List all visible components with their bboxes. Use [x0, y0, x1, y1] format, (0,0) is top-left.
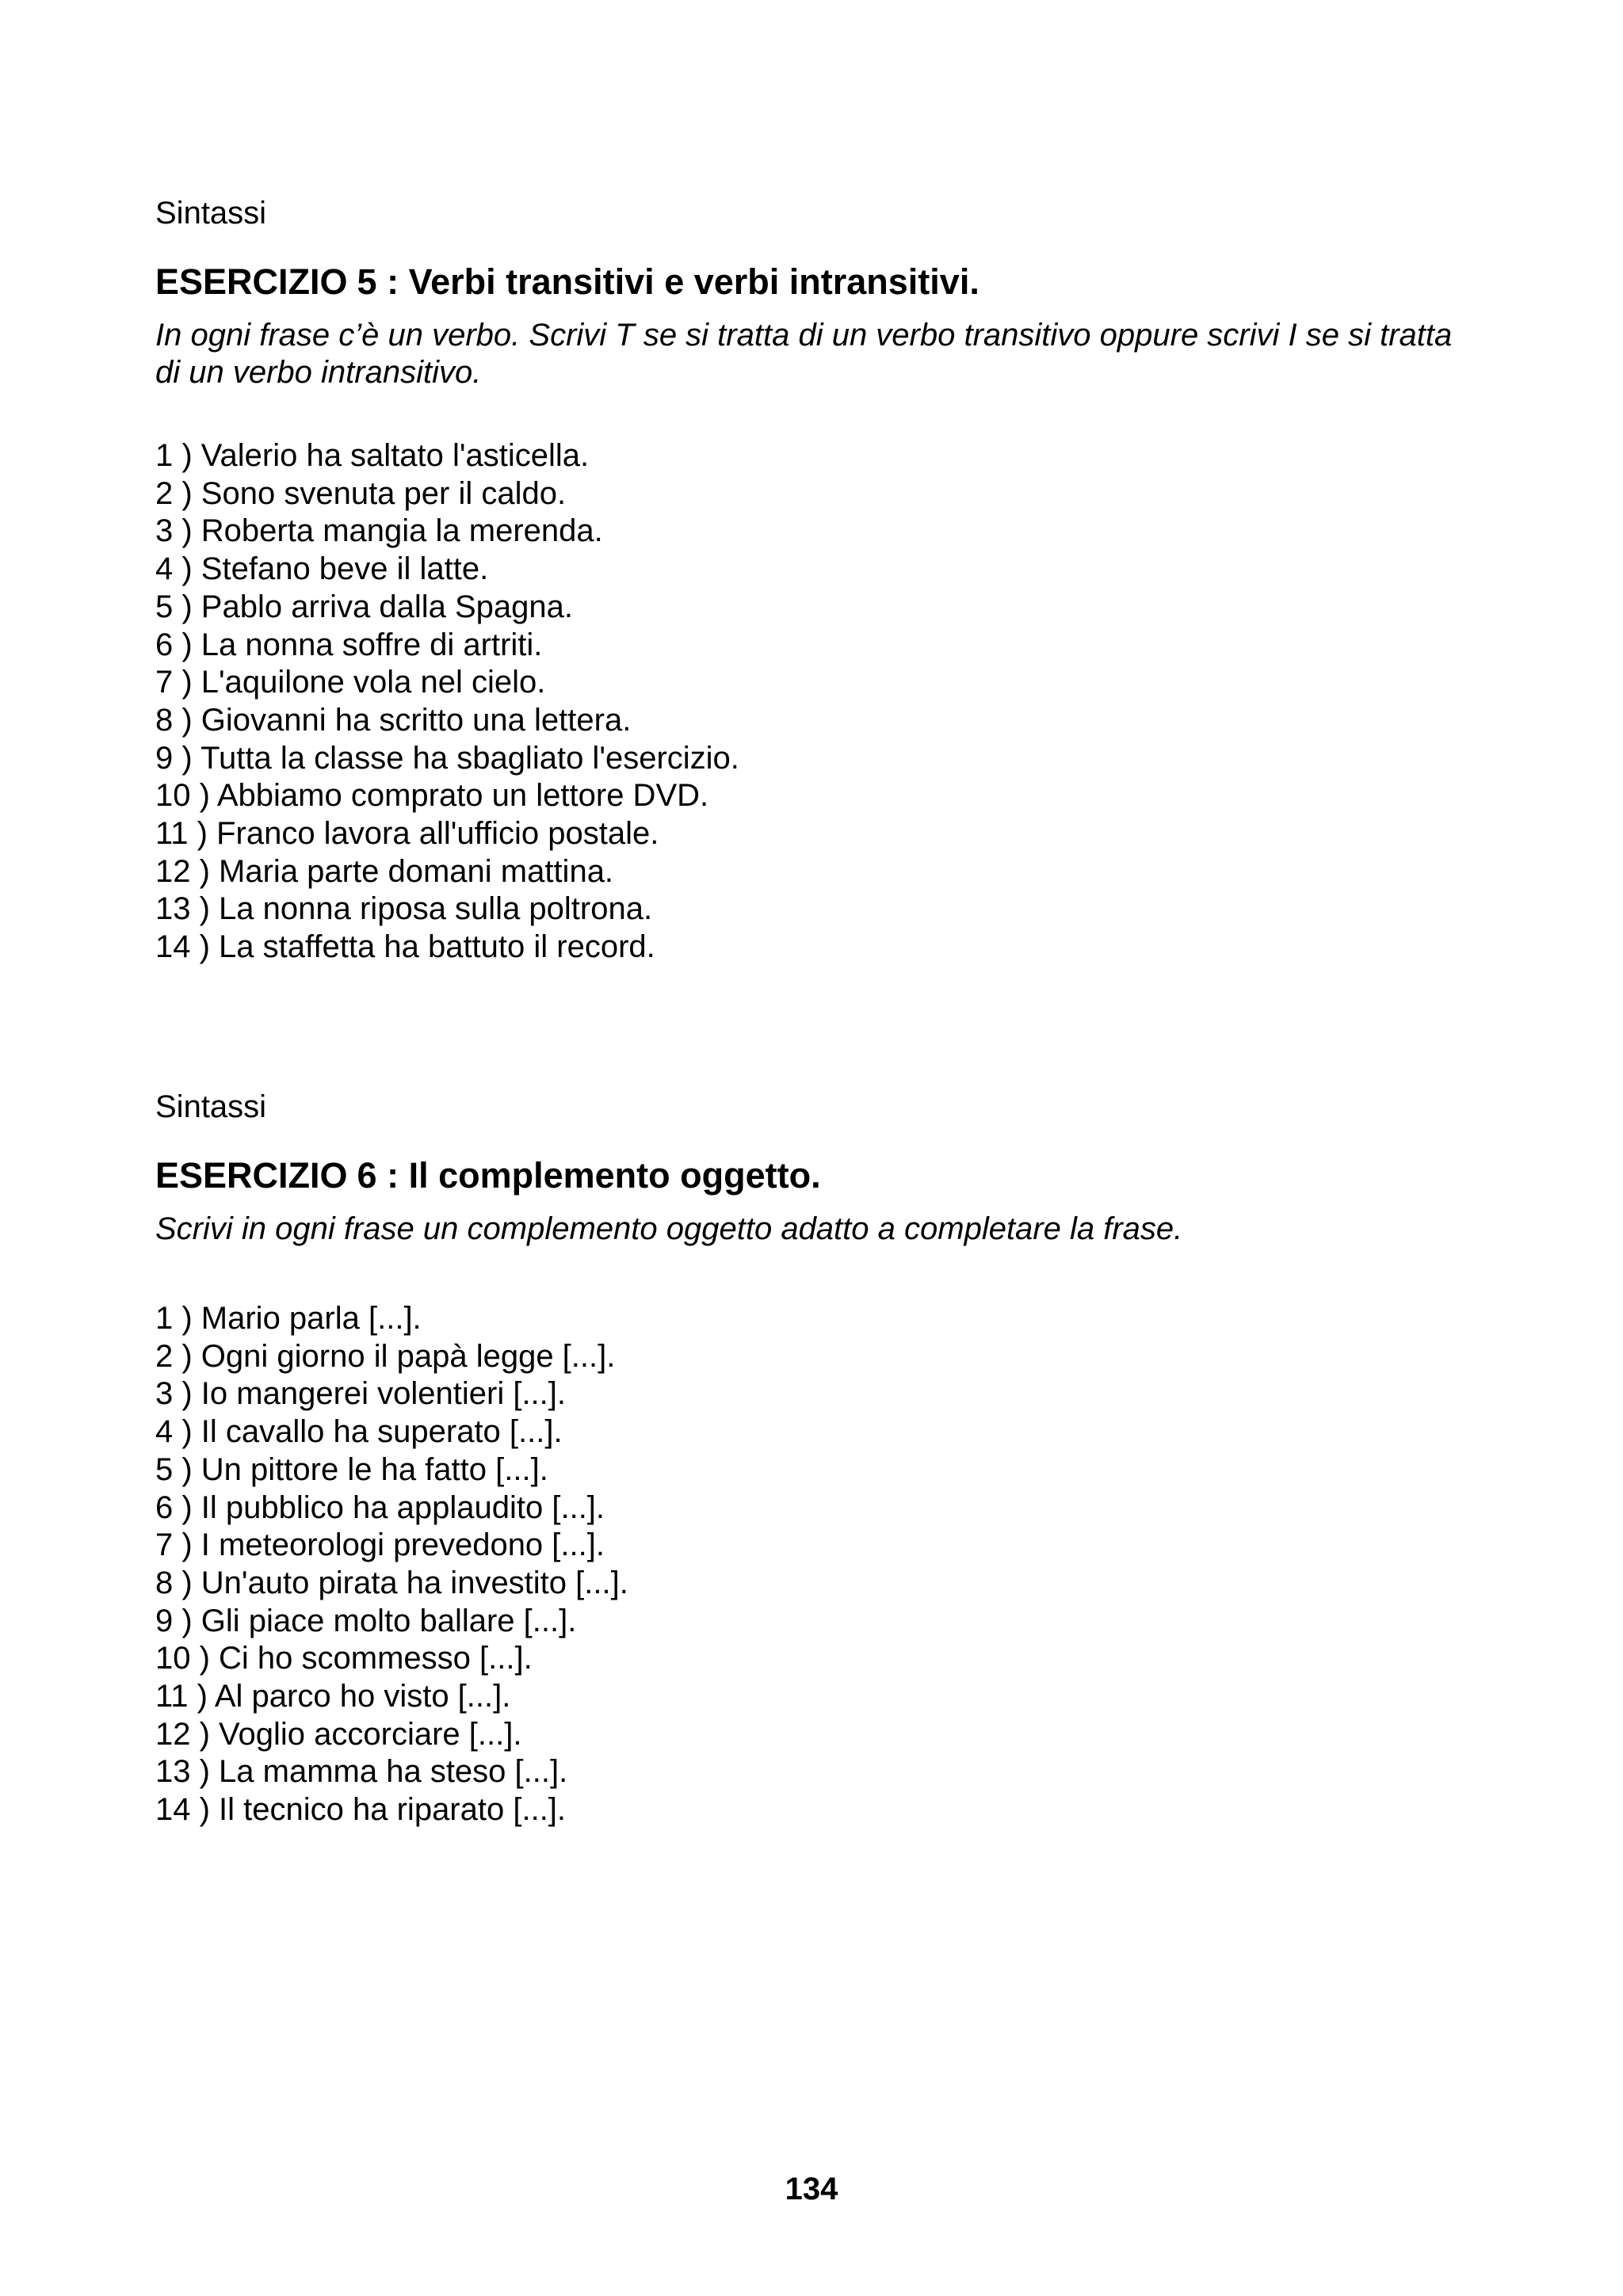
page-number: 134 [785, 2172, 838, 2206]
sentence-item: 4 ) Stefano beve il latte. [155, 551, 489, 587]
sentence-item: 3 ) Roberta mangia la merenda. [155, 513, 603, 549]
sentence-item: 9 ) Tutta la classe ha sbagliato l'esercizio. [155, 740, 739, 776]
exercise-instruction: Scrivi in ogni frase un complemento oggetto adatto a completare la frase. [155, 1211, 1183, 1246]
sentence-item: 5 ) Pablo arriva dalla Spagna. [155, 589, 573, 624]
sentence-item: 8 ) Giovanni ha scritto una lettera. [155, 702, 632, 738]
exercise-instruction: In ogni frase c’è un verbo. Scrivi T se si tratta di un verbo transitivo oppure scrivi I se si tratta di un verbo intransitivo. [155, 318, 1453, 390]
sentence-item: 14 ) Il tecnico ha riparato [...]. [155, 1792, 567, 1828]
exercise-title-prefix: ESERCIZIO [155, 1155, 348, 1196]
exercise-6 [155, 1089, 1503, 1829]
exercise-title-text: 6 : Il complemento oggetto. [357, 1155, 821, 1196]
sentence-item: 13 ) La mamma ha steso [...]. [155, 1754, 568, 1790]
exercise-5 [155, 195, 1503, 967]
exercise-title [155, 261, 1503, 303]
sentence-item: 3 ) Io mangerei volentieri [...]. [155, 1376, 567, 1412]
sentence-item: 7 ) L'aquilone vola nel cielo. [155, 665, 546, 700]
sentence-item: 10 ) Ci ho scommesso [...]. [155, 1641, 533, 1676]
sentence-item: 12 ) Voglio accorciare [...]. [155, 1716, 522, 1752]
sentence-list [155, 437, 1503, 967]
sentence-item: 6 ) Il pubblico ha applaudito [...]. [155, 1489, 605, 1525]
sentence-item: 9 ) Gli piace molto ballare [...]. [155, 1603, 577, 1638]
sentence-item: 1 ) Valerio ha saltato l'asticella. [155, 438, 590, 473]
sentence-item: 11 ) Al parco ho visto [...]. [155, 1679, 511, 1714]
section-label: Sintassi [155, 196, 267, 231]
sentence-item: 4 ) Il cavallo ha superato [...]. [155, 1414, 563, 1450]
sentence-item: 11 ) Franco lavora all'ufficio postale. [155, 816, 659, 852]
exercise-title-prefix: ESERCIZIO [155, 261, 348, 302]
sentence-item: 8 ) Un'auto pirata ha investito [...]. [155, 1565, 628, 1600]
sentence-item: 14 ) La staffetta ha battuto il record. [155, 929, 655, 965]
sentence-item: 5 ) Un pittore le ha fatto [...]. [155, 1451, 548, 1487]
sentence-item: 6 ) La nonna soffre di artriti. [155, 627, 543, 662]
sentence-list [155, 1300, 1503, 1829]
sentence-item: 10 ) Abbiamo comprato un lettore DVD. [155, 778, 709, 814]
sentence-item: 2 ) Ogni giorno il papà legge [...]. [155, 1338, 616, 1374]
sentence-item: 13 ) La nonna riposa sulla poltrona. [155, 891, 653, 927]
exercise-title-text: 5 : Verbi transitivi e verbi intransitivi. [357, 261, 980, 302]
sentence-item: 7 ) I meteorologi prevedono [...]. [155, 1527, 605, 1563]
exercise-title [155, 1155, 1503, 1196]
section-label: Sintassi [155, 1089, 267, 1124]
sentence-item: 12 ) Maria parte domani mattina. [155, 853, 614, 889]
sentence-item: 1 ) Mario parla [...]. [155, 1301, 422, 1336]
sentence-item: 2 ) Sono svenuta per il caldo. [155, 475, 567, 511]
